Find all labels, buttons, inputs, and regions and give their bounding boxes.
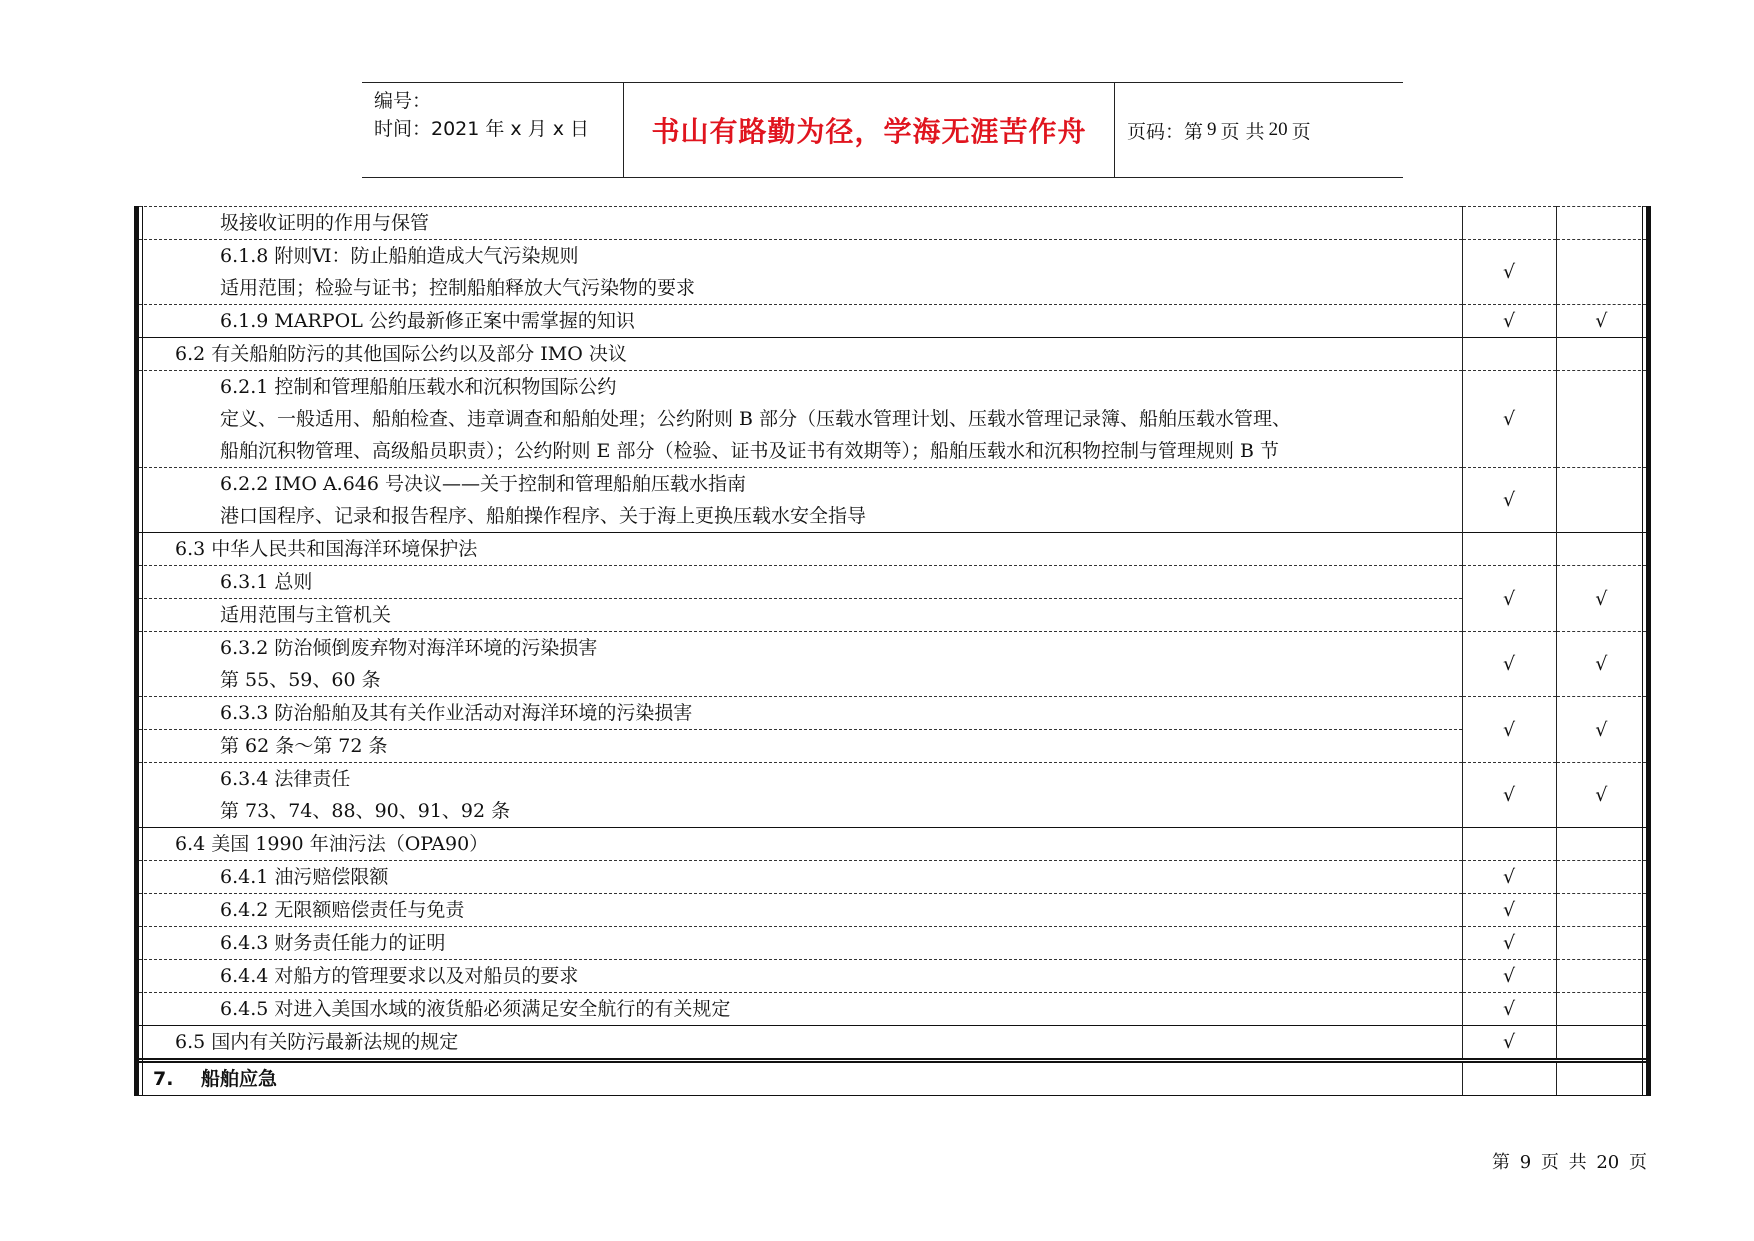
row-text: 6.2.1 控制和管理船舶压载水和沉积物国际公约	[220, 376, 617, 398]
table-row	[139, 763, 1646, 828]
row-text: 第 62 条～第 72 条	[139, 729, 1462, 762]
table-row	[139, 861, 1646, 894]
section-heading: 6.2 有关船舶防污的其他国际公约以及部分 IMO 决议	[175, 343, 627, 365]
row-text: 6.4.4 对船方的管理要求以及对船员的要求	[220, 965, 579, 987]
header-meta	[362, 83, 624, 177]
page-suffix: 页	[1291, 120, 1311, 143]
section-heading: 6.4 美国 1990 年油污法（OPA90）	[175, 833, 489, 855]
check-mark: √	[1556, 697, 1646, 763]
check-mark: √	[1462, 861, 1556, 894]
row-text: 适用范围与主管机关	[139, 598, 1462, 631]
check-mark: √	[1556, 763, 1646, 828]
table-row	[139, 533, 1646, 566]
row-text: 圾接收证明的作用与保管	[220, 212, 430, 234]
row-text: 6.3.3 防治船舶及其有关作业活动对海洋环境的污染损害	[220, 702, 693, 724]
row-text: 6.1.8 附则Ⅵ：防止船舶造成大气污染规则	[220, 245, 579, 267]
table-row	[139, 566, 1646, 632]
page-footer: 第 9 页 共 20 页	[1492, 1152, 1647, 1173]
table-row	[139, 1061, 1646, 1096]
check-mark: √	[1462, 993, 1556, 1026]
check-mark: √	[1462, 894, 1556, 927]
row-text: 港口国程序、记录和报告程序、船舶操作程序、关于海上更换压载水安全指导	[220, 505, 867, 527]
check-mark: √	[1462, 927, 1556, 960]
check-mark: √	[1462, 1026, 1556, 1061]
row-text: 第 73、74、88、90、91、92 条	[220, 800, 511, 822]
section-heading: 6.5 国内有关防污最新法规的规定	[175, 1031, 459, 1053]
section-heading: 6.3 中华人民共和国海洋环境保护法	[175, 538, 478, 560]
table-row	[139, 305, 1646, 338]
table-row	[139, 338, 1646, 371]
check-mark: √	[1556, 305, 1646, 338]
check-mark: √	[1462, 468, 1556, 533]
page-header	[362, 82, 1403, 178]
row-text: 6.1.9 MARPOL 公约最新修正案中需掌握的知识	[220, 310, 635, 332]
motto: 书山有路勤为径，学海无涯苦作舟	[624, 83, 1115, 177]
check-mark: √	[1462, 566, 1556, 632]
row-text: 6.3.2 防治倾倒废弃物对海洋环境的污染损害	[220, 637, 598, 659]
row-text: 6.4.2 无限额赔偿责任与免责	[220, 899, 465, 921]
row-text: 6.3.4 法律责任	[220, 768, 351, 790]
row-text: 6.4.1 油污赔偿限额	[220, 866, 389, 888]
section-number: 7.	[153, 1068, 174, 1090]
table-row	[139, 697, 1646, 763]
syllabus-table	[134, 206, 1651, 1096]
page-total: 20	[1268, 119, 1288, 140]
table-row	[139, 828, 1646, 861]
row-text: 船舶沉积物管理、高级船员职责）；公约附则 E 部分（检验、证书及证书有效期等）；船舶压载水和沉积物控制与管理规则 B 节	[220, 440, 1279, 462]
table-row	[139, 240, 1646, 305]
table-row	[139, 927, 1646, 960]
check-mark: √	[1462, 763, 1556, 828]
row-text: 6.4.3 财务责任能力的证明	[220, 932, 446, 954]
row-text: 定义、一般适用、船舶检查、违章调查和船舶处理；公约附则 B 部分（压载水管理计划、压载水管理记录簿、船舶压载水管理、	[220, 408, 1292, 430]
check-mark: √	[1462, 632, 1556, 697]
table-row	[139, 371, 1646, 468]
number-label: 编号：	[374, 90, 432, 112]
check-mark: √	[1556, 566, 1646, 632]
row-text: 6.4.5 对进入美国水域的液货船必须满足安全航行的有关规定	[220, 998, 731, 1020]
page-mid: 页 共	[1220, 120, 1265, 143]
section-title: 船舶应急	[201, 1068, 278, 1090]
table-row	[139, 632, 1646, 697]
table-row	[139, 894, 1646, 927]
row-text: 6.3.1 总则	[220, 571, 313, 593]
date-label: 时间：2021 年 x 月 x 日	[374, 118, 590, 140]
table-row	[139, 1026, 1646, 1061]
check-mark: √	[1556, 632, 1646, 697]
page-indicator	[1115, 83, 1403, 177]
check-mark: √	[1462, 371, 1556, 468]
row-text: 适用范围；检验与证书；控制船舶释放大气污染物的要求	[220, 277, 696, 299]
table-row	[139, 993, 1646, 1026]
section-7-heading	[139, 1063, 1462, 1095]
row-text: 6.2.2 IMO A.646 号决议——关于控制和管理船舶压载水指南	[220, 473, 747, 495]
check-mark: √	[1462, 305, 1556, 338]
page-prefix: 页码：第	[1127, 120, 1204, 143]
check-mark: √	[1462, 697, 1556, 763]
check-mark: √	[1462, 240, 1556, 305]
row-text: 第 55、59、60 条	[220, 669, 381, 691]
table-row	[139, 468, 1646, 533]
page-current: 9	[1207, 119, 1217, 140]
table-row	[139, 960, 1646, 993]
check-mark: √	[1462, 960, 1556, 993]
table-row	[139, 207, 1646, 240]
